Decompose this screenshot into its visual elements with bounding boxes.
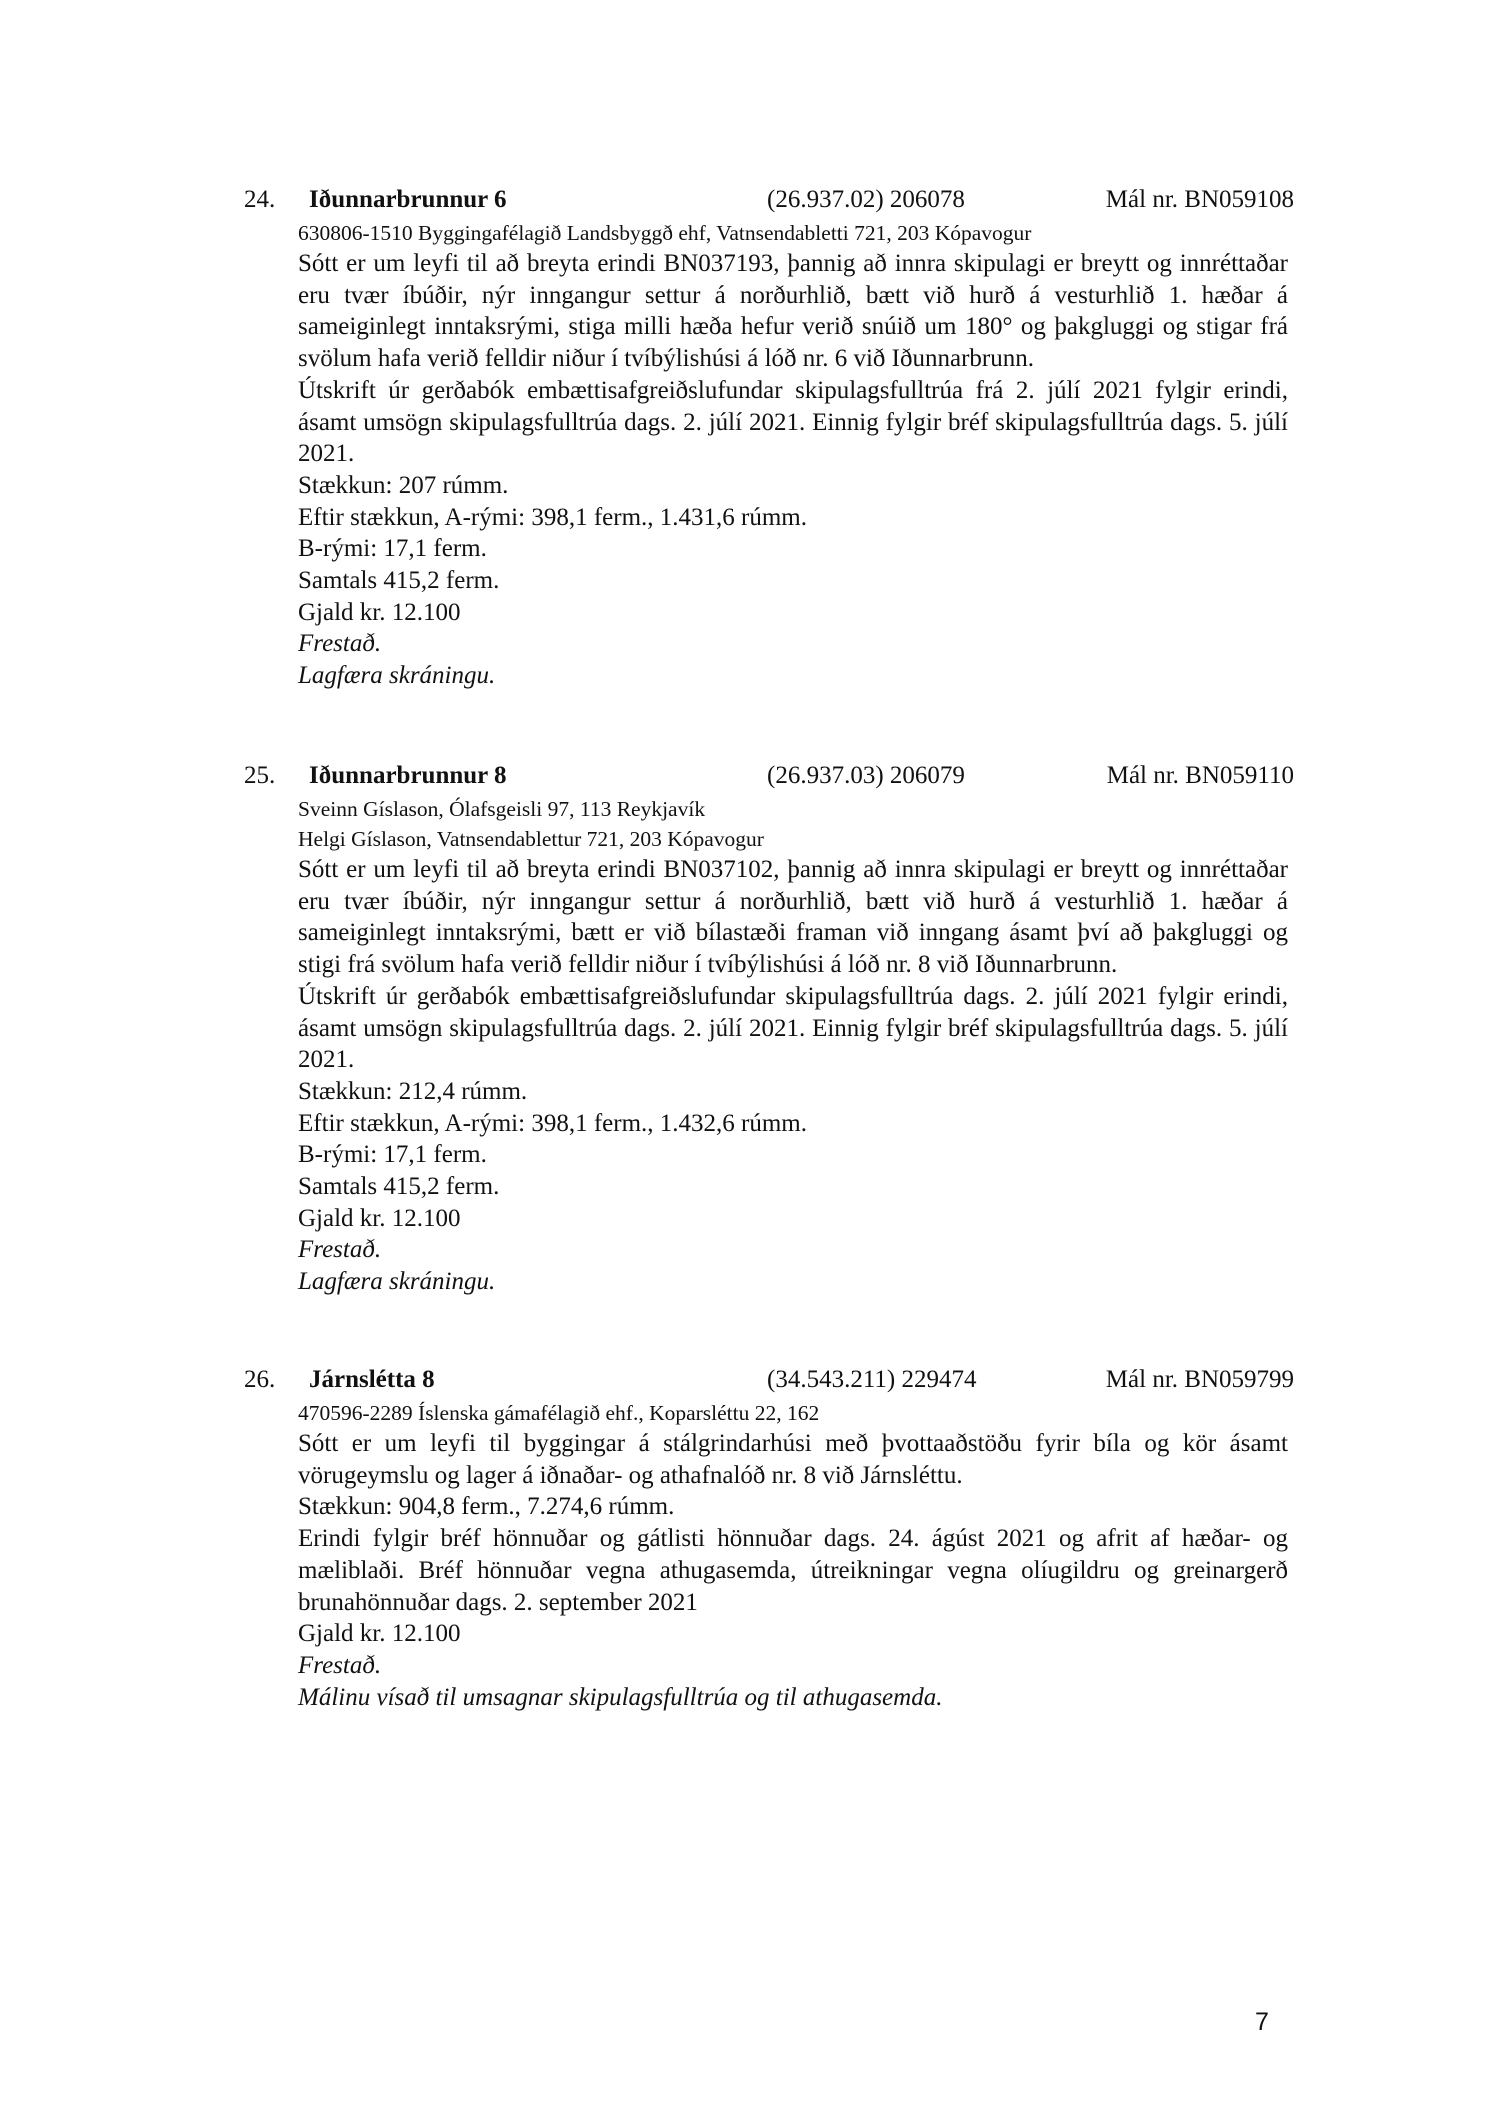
fee-line: Gjald kr. 12.100 (298, 1204, 461, 1232)
decision: Frestað. (298, 630, 382, 658)
entry-reference: (26.937.03) 206079 (767, 762, 965, 789)
detail-line: Samtals 415,2 ferm. (298, 567, 500, 595)
entry-description: Sótt er um leyfi til að breyta erindi BN037102, þannig að innra skipulagi er breytt og innréttaðar eru tvær íbúðir, nýr inngangur settur á norðurhlið, bætt við hurð á vesturhlið 1. hæðar á sameiginlegt inntaksrými, bætt er við bílastæði framan við inngang ásamt því að þakgluggi og stigi frá svölum hafa verið felldir niður í tvíbýlishúsi á lóð nr. 8 við Iðunnarbrunn. (298, 856, 1288, 979)
entry-case-number: Mál nr. BN059110 (1106, 762, 1294, 789)
agenda-entry-25 (244, 758, 1294, 1298)
fee-line: Gjald kr. 12.100 (298, 598, 461, 626)
applicant: 630806-1510 Byggingafélagið Landsbyggð ehf, Vatnsendabletti 721, 203 Kópavogur (298, 221, 1032, 245)
entry-attachments: Útskrift úr gerðabók embættisafgreiðslufundar skipulagsfulltrúa frá 2. júlí 2021 fylgir erindi, ásamt umsögn skipulagsfulltrúa dags. 2. júlí 2021. Einnig fylgir bréf skipulagsfulltrúa dags. 5. júlí 2021. (298, 376, 1288, 468)
entry-title: Iðunnarbrunnur 6 (309, 186, 507, 213)
decision-note: Málinu vísað til umsagnar skipulagsfulltrúa og til athugasemda. (298, 1683, 943, 1711)
fee-line: Gjald kr. 12.100 (298, 1620, 461, 1648)
entry-attachments: Erindi fylgir bréf hönnuðar og gátlisti hönnuðar dags. 24. ágúst 2021 og afrit af hæðar- og mæliblaði. Bréf hönnuðar vegna athugasemda, útreikningar vegna olíugildru og greinargerð brunahönnuðar dags. 2. september 2021 (298, 1525, 1288, 1616)
applicant: Sveinn Gíslason, Ólafsgeisli 97, 113 Reykjavík (298, 797, 706, 821)
entry-reference: (34.543.211) 229474 (767, 1366, 977, 1393)
decision-note: Lagfæra skráningu. (298, 662, 496, 690)
entry-description: Sótt er um leyfi til byggingar á stálgrindarhúsi með þvottaaðstöðu fyrir bíla og kör ásamt vörugeymslu og lager á iðnaðar- og athafnalóð nr. 8 við Járnsléttu. (298, 1430, 1288, 1489)
agenda-entry-26 (244, 1362, 1294, 1713)
entry-body (298, 218, 1288, 692)
entry-description: Sótt er um leyfi til að breyta erindi BN037193, þannig að innra skipulagi er breytt og innréttaðar eru tvær íbúðir, nýr inngangur settur á norðurhlið, bætt við hurð á vesturhlið 1. hæðar á sameiginlegt inntaksrými, stiga milli hæða hefur verið snúið um 180° og þakgluggi og stigar frá svölum hafa verið felldir niður í tvíbýlishúsi á lóð nr. 6 við Iðunnarbrunn. (298, 250, 1288, 373)
applicant: Helgi Gíslason, Vatnsendablettur 721, 203 Kópavogur (298, 827, 764, 851)
entry-header (244, 1362, 1294, 1398)
entry-case-number: Mál nr. BN059799 (1105, 1366, 1294, 1393)
entry-number: 25. (244, 762, 276, 789)
entry-body (298, 794, 1288, 1298)
entry-reference: (26.937.02) 206078 (767, 186, 965, 213)
applicant: 470596-2289 Íslenska gámafélagið ehf., Koparsléttu 22, 162 (298, 1401, 820, 1425)
detail-line: Eftir stækkun, A-rými: 398,1 ferm., 1.431,6 rúmm. (298, 503, 807, 531)
entry-number: 24. (244, 186, 276, 213)
detail-line: Eftir stækkun, A-rými: 398,1 ferm., 1.432,6 rúmm. (298, 1109, 807, 1137)
decision: Frestað. (298, 1236, 382, 1264)
detail-line: B-rými: 17,1 ferm. (298, 1141, 487, 1169)
entry-title: Járnslétta 8 (309, 1366, 435, 1393)
decision-note: Lagfæra skráningu. (298, 1268, 496, 1296)
entry-case-number: Mál nr. BN059108 (1105, 186, 1294, 213)
entry-attachments: Útskrift úr gerðabók embættisafgreiðslufundar skipulagsfulltrúa dags. 2. júlí 2021 fylgir erindi, ásamt umsögn skipulagsfulltrúa dags. 2. júlí 2021. Einnig fylgir bréf skipulagsfulltrúa dags. 5. júlí 2021. (298, 982, 1288, 1074)
agenda-entry-24 (244, 182, 1294, 692)
entry-body (298, 1398, 1288, 1713)
detail-line: B-rými: 17,1 ferm. (298, 535, 487, 563)
entry-number: 26. (244, 1366, 276, 1393)
page-number: 7 (1255, 2008, 1269, 2036)
entry-header (244, 182, 1294, 218)
entry-header (244, 758, 1294, 794)
detail-line: Samtals 415,2 ferm. (298, 1173, 500, 1201)
detail-line: Stækkun: 904,8 ferm., 7.274,6 rúmm. (298, 1493, 675, 1521)
detail-line: Stækkun: 207 rúmm. (298, 471, 509, 499)
entry-title: Iðunnarbrunnur 8 (309, 762, 507, 789)
decision: Frestað. (298, 1651, 382, 1679)
detail-line: Stækkun: 212,4 rúmm. (298, 1077, 528, 1105)
